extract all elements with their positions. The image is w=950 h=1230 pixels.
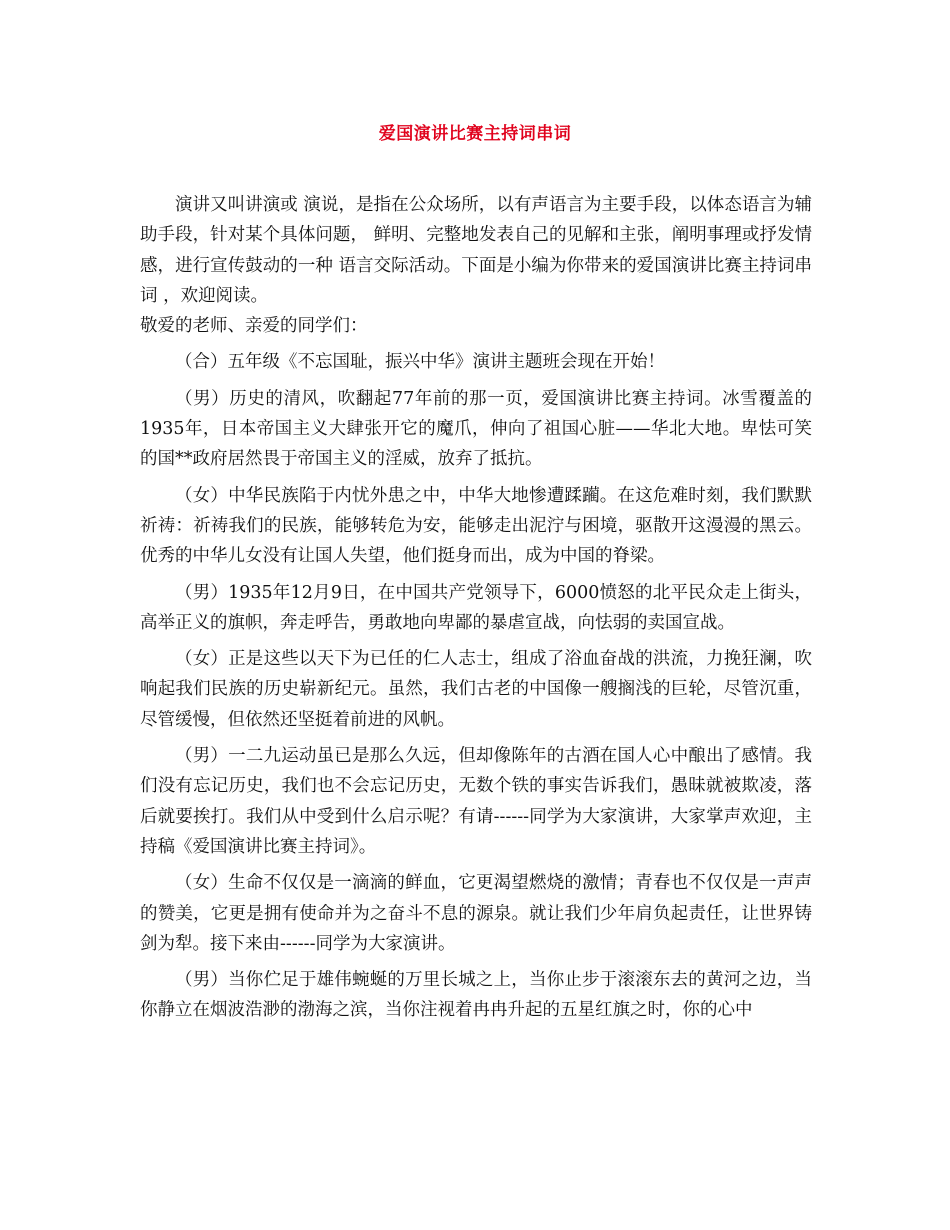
paragraph-male-1: （男）历史的清风，吹翻起77年前的那一页，爱国演讲比赛主持词。冰雪覆盖的1935年，日本帝国主义大肆张开它的魔爪，伸向了祖国心脏——华北大地。卑怯可笑的国**政府居然畏于帝国主义的淫威，放弃了抵抗。 — [140, 388, 812, 470]
paragraph-opening: （合）五年级《不忘国耻，振兴中华》演讲主题班会现在开始！ — [175, 352, 665, 373]
paragraph-male-3: （男）一二九运动虽已是那么久远，但却像陈年的古酒在国人心中酿出了感情。我们没有忘记历史，我们也不会忘记历史，无数个铁的事实告诉我们，愚昧就被欺凌，落后就要挨打。我们从中受到什么启示呢？有请------同学为大家演讲，大家掌声欢迎，主持稿《爱国演讲比赛主持词》。 — [140, 746, 812, 857]
document-body — [140, 190, 812, 1026]
paragraph-female-1: （女）中华民族陷于内忧外患之中，中华大地惨遭蹂躏。在这危难时刻，我们默默祈祷：祈祷我们的民族，能够转危为安，能够走出泥泞与困境，驱散开这漫漫的黑云。优秀的中华儿女没有让国人失望，他们挺身而出，成为中国的脊梁。 — [140, 485, 812, 567]
paragraph-female-3: （女）生命不仅仅是一滴滴的鲜血，它更渴望燃烧的激情；青春也不仅仅是一声声的赞美，它更是拥有使命并为之奋斗不息的源泉。就让我们少年肩负起责任，让世界铸剑为犁。接下来由------同学为大家演讲。 — [140, 873, 812, 954]
paragraph-male-4: （男）当你伫足于雄伟蜿蜒的万里长城之上，当你止步于滚滚东去的黄河之边，当你静立在烟波浩渺的渤海之滨，当你注视着冉冉升起的五星红旗之时，你的心中 — [140, 970, 812, 1021]
paragraph-intro: 演讲又叫讲演或 演说，是指在公众场所，以有声语言为主要手段，以体态语言为辅助手段，针对某个具体问题， 鲜明、完整地发表自己的见解和主张，阐明事理或抒发情感，进行宣传鼓动的一种 语言交际活动。下面是小编为你带来的爱国演讲比赛主持词串词 ，欢迎阅读。 — [140, 195, 812, 306]
paragraph-male-2: （男）1935年12月9日，在中国共产党领导下，6000愤怒的北平民众走上街头，高举正义的旗帜，奔走呼告，勇敢地向卑鄙的暴虐宣战，向怯弱的卖国宣战。 — [140, 582, 812, 633]
paragraph-female-2: （女）正是这些以天下为已任的仁人志士，组成了浴血奋战的洪流，力挽狂澜，吹响起我们民族的历史崭新纪元。虽然，我们古老的中国像一艘搁浅的巨轮，尽管沉重，尽管缓慢，但依然还坚挺着前进的风帆。 — [140, 649, 812, 730]
paragraph-greeting: 敬爱的老师、亲爱的同学们： — [140, 316, 368, 337]
document-title: 爱国演讲比赛主持词串词 — [378, 124, 572, 144]
